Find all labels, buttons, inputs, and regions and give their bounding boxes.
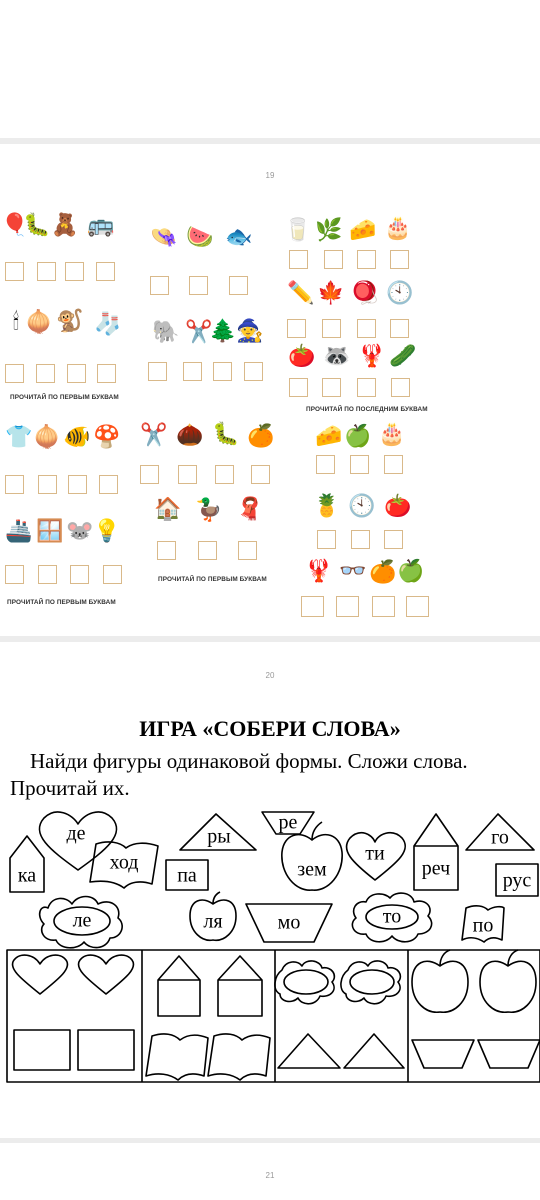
pencil-icon: ✏️: [287, 280, 315, 305]
syllable-lya: ля: [203, 910, 223, 933]
answer-box[interactable]: [357, 378, 376, 397]
watermelon-icon: 🍉: [186, 224, 214, 249]
cake-icon: 🎂: [384, 215, 412, 240]
onion-icon: 🧅: [33, 424, 61, 449]
syllable-mo: мо: [277, 911, 301, 934]
house-icon: 🏠: [154, 496, 182, 521]
elephant-icon: 🐘: [152, 319, 180, 344]
bulb-icon: 💡: [93, 518, 121, 543]
answer-box[interactable]: [316, 455, 335, 474]
answer-box[interactable]: [99, 475, 118, 494]
bear-icon: 🧸: [51, 212, 79, 237]
answer-box[interactable]: [322, 319, 341, 338]
answer-box[interactable]: [351, 530, 370, 549]
syllable-to: то: [382, 905, 402, 928]
cheese-icon: 🧀: [315, 423, 343, 448]
caterpillar-icon: 🐛: [23, 212, 51, 237]
answer-box[interactable]: [244, 362, 263, 381]
answer-box[interactable]: [157, 541, 176, 560]
cucumbers-icon: 🥒: [389, 343, 417, 368]
answer-box[interactable]: [38, 565, 57, 584]
answer-box[interactable]: [372, 596, 395, 617]
syllable-po: по: [472, 914, 494, 937]
answer-box[interactable]: [183, 362, 202, 381]
leaf-icon: 🍁: [317, 280, 345, 305]
answer-box[interactable]: [5, 475, 24, 494]
answer-box[interactable]: [5, 565, 24, 584]
syllable-de: де: [66, 822, 86, 845]
cake-icon: 🎂: [378, 421, 406, 446]
answer-box[interactable]: [65, 262, 84, 281]
ship-icon: 🚢: [5, 518, 33, 543]
page-title: ИГРА «СОБЕРИ СЛОВА»: [139, 716, 401, 741]
answer-box[interactable]: [215, 465, 234, 484]
answer-box[interactable]: [189, 276, 208, 295]
answer-box[interactable]: [324, 250, 343, 269]
duck-icon: 🦆: [195, 497, 223, 522]
page-number: 21: [265, 1171, 275, 1180]
syllable-rus: рус: [502, 869, 532, 892]
page-number: 19: [265, 171, 275, 180]
answer-table: [7, 950, 540, 1082]
clock-icon: 🕙: [348, 493, 376, 518]
answer-box[interactable]: [287, 319, 306, 338]
mouse-icon: 🐭: [66, 518, 94, 543]
caption: ПРОЧИТАЙ ПО ПОСЛЕДНИМ БУКВАМ: [306, 406, 428, 413]
crayfish-icon: 🦞: [305, 558, 333, 583]
mushroom-icon: 🍄: [93, 424, 121, 449]
bus-icon: 🚌: [87, 212, 115, 237]
cup-icon: 🥛: [284, 217, 312, 242]
answer-box[interactable]: [67, 364, 86, 383]
syllable-go: го: [491, 826, 509, 849]
window-icon: 🪟: [36, 518, 64, 543]
answer-box[interactable]: [336, 596, 359, 617]
syllable-le: ле: [72, 909, 92, 932]
scarf-icon: 🧣: [236, 496, 264, 521]
top-icon: 🪀: [351, 280, 379, 305]
answer-box[interactable]: [37, 262, 56, 281]
syllable-ti: ти: [365, 842, 385, 865]
answer-box[interactable]: [5, 262, 24, 281]
monkey-icon: 🐒: [56, 308, 84, 333]
answer-box[interactable]: [38, 475, 57, 494]
answer-box[interactable]: [384, 530, 403, 549]
page-number: 20: [265, 671, 275, 680]
answer-box[interactable]: [97, 364, 116, 383]
answer-box[interactable]: [251, 465, 270, 484]
raccoon-icon: 🦝: [323, 343, 351, 368]
pineapple-icon: 🍍: [313, 493, 341, 518]
answer-box[interactable]: [357, 319, 376, 338]
onion-icon: 🧅: [25, 309, 53, 334]
scissors-icon: ✂️: [140, 422, 168, 447]
gnome-icon: 🧙: [236, 318, 264, 343]
branch-icon: 🌿: [315, 217, 343, 242]
syllable-ka: ка: [17, 864, 37, 887]
page-19: [0, 144, 540, 636]
answer-box[interactable]: [70, 565, 89, 584]
answer-box[interactable]: [390, 250, 409, 269]
balloon-icon: 🎈: [1, 212, 29, 237]
fish-icon: 🐟: [225, 224, 253, 249]
glasses-icon: 👓: [339, 558, 367, 583]
answer-box[interactable]: [229, 276, 248, 295]
answer-box[interactable]: [289, 378, 308, 397]
answer-box[interactable]: [391, 378, 410, 397]
apple-icon: 🍏: [397, 558, 425, 583]
shirt-icon: 👕: [5, 424, 33, 449]
hat-icon: 👒: [150, 224, 178, 249]
syllable-re: ре: [278, 811, 298, 834]
syllable-pa: па: [177, 864, 197, 887]
answer-box[interactable]: [140, 465, 159, 484]
answer-box[interactable]: [198, 541, 217, 560]
nuts-icon: 🌰: [176, 422, 204, 447]
answer-box[interactable]: [213, 362, 232, 381]
syllable-zem: зем: [297, 858, 327, 881]
page-18: [0, 0, 540, 138]
answer-box[interactable]: [96, 262, 115, 281]
cheese-icon: 🧀: [349, 217, 377, 242]
answer-box[interactable]: [406, 596, 429, 617]
answer-box[interactable]: [384, 455, 403, 474]
answer-box[interactable]: [350, 455, 369, 474]
instruction-text: Найди фигуры одинаковой формы. Сложи слова. Прочитай их.: [10, 749, 468, 800]
answer-box[interactable]: [317, 530, 336, 549]
answer-box[interactable]: [301, 596, 324, 617]
page-21: [0, 1143, 540, 1200]
answer-box[interactable]: [5, 364, 24, 383]
answer-box[interactable]: [289, 250, 308, 269]
answer-box[interactable]: [322, 378, 341, 397]
answer-box[interactable]: [103, 565, 122, 584]
tomato-icon: 🍅: [384, 493, 412, 518]
answer-box[interactable]: [68, 475, 87, 494]
orange-icon: 🍊: [369, 559, 397, 584]
answer-box[interactable]: [178, 465, 197, 484]
caption: ПРОЧИТАЙ ПО ПЕРВЫМ БУКВАМ: [10, 394, 119, 401]
orange-icon: 🍊: [247, 423, 275, 448]
crayfish-icon: 🦞: [358, 343, 386, 368]
answer-box[interactable]: [390, 319, 409, 338]
syllable-ry: ры: [207, 825, 231, 848]
answer-box[interactable]: [148, 362, 167, 381]
clock-icon: 🕙: [386, 280, 414, 305]
apple-icon: 🍏: [344, 423, 372, 448]
answer-box[interactable]: [36, 364, 55, 383]
fishbowl-icon: 🐠: [63, 424, 91, 449]
tree-icon: 🌲: [209, 318, 237, 343]
candle-icon: 🕯: [12, 309, 20, 334]
tomato-icon: 🍅: [288, 343, 316, 368]
scissors-icon: ✂️: [185, 319, 213, 344]
answer-box[interactable]: [238, 541, 257, 560]
syllable-hod: ход: [109, 851, 139, 874]
caption: ПРОЧИТАЙ ПО ПЕРВЫМ БУКВАМ: [158, 576, 267, 583]
sock-icon: 🧦: [94, 311, 122, 336]
answer-box[interactable]: [357, 250, 376, 269]
caterpillar-icon: 🐛: [212, 421, 240, 446]
answer-box[interactable]: [150, 276, 169, 295]
syllable-rech: реч: [421, 857, 451, 880]
caption: ПРОЧИТАЙ ПО ПЕРВЫМ БУКВАМ: [7, 599, 116, 606]
